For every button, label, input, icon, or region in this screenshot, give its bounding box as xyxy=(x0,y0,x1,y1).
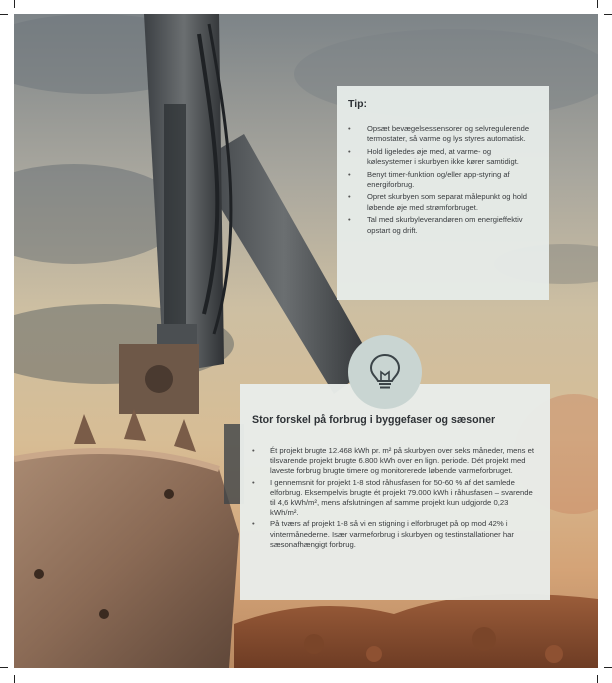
crop-mark xyxy=(604,14,612,15)
crop-mark xyxy=(597,675,598,683)
crop-mark xyxy=(597,0,598,8)
crop-mark xyxy=(14,675,15,683)
tip-item: • Hold ligeledes øje med, at varme- og kølesystemer i skurbyen ikke kører samtidigt. xyxy=(348,147,537,168)
crop-mark xyxy=(0,14,8,15)
info-item: • På tværs af projekt 1-8 så vi en stigning i elforbruget på op mod 42% i vintermånederne. Især varmeforbrug i skurbyen og testinstallationer har sæsonafhængigt forbrug. xyxy=(252,519,538,550)
crop-mark xyxy=(604,667,612,668)
tip-item: • Opsæt bevægelsessensorer og selvregulerende termostater, så varme og lys styres automatisk. xyxy=(348,124,537,145)
tip-list xyxy=(348,124,537,236)
info-item: • Ét projekt brugte 12.468 kWh pr. m² på skurbyen over seks måneder, mens et tilsvarende projekt brugte 6.800 kWh over en lign. periode. Dét projekt med laveste forbrug brugte timere og monitorerede løbende varmeforbruget. xyxy=(252,446,538,477)
tip-item: • Tal med skurbyleverandøren om energieffektiv opstart og drift. xyxy=(348,215,537,236)
crop-mark xyxy=(14,0,15,8)
tip-item: • Opret skurbyen som separat målepunkt og hold løbende øje med strømforbruget. xyxy=(348,192,537,213)
info-list xyxy=(252,446,538,550)
info-item: • I gennemsnit for projekt 1-8 stod råhusfasen for 50-60 % af det samlede elforbrug. Eksempelvis brugte ét projekt 79.000 kWh i råhusfasen – svarende til 4,6 kWh/m², mens afslutningen af samme projekt kun udgjorde 0,23 kWh/m². xyxy=(252,478,538,519)
info-box xyxy=(240,384,550,600)
tip-item: • Benyt timer-funktion og/eller app-styring af energiforbrug. xyxy=(348,170,537,191)
crop-mark xyxy=(0,667,8,668)
lightbulb-badge xyxy=(348,335,422,409)
info-title: Stor forskel på forbrug i byggefaser og sæsoner xyxy=(252,414,496,426)
tip-box xyxy=(337,86,549,300)
lightbulb-icon xyxy=(368,352,402,392)
tip-title: Tip: xyxy=(348,98,368,110)
